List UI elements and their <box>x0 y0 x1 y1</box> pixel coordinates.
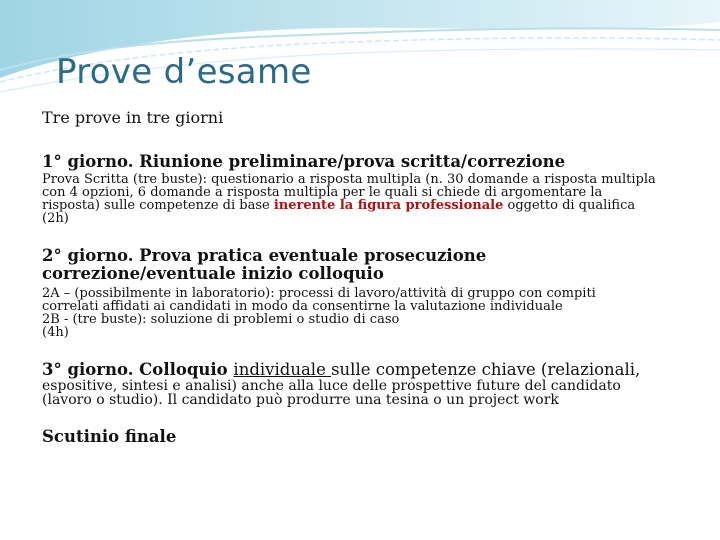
day-1-section <box>42 153 702 225</box>
day-1-line-1: Prova Scritta (tre buste): questionario a risposta multipla (n. 30 domande a risposta multipla <box>42 172 656 187</box>
day-1-description <box>42 173 702 225</box>
day-2-heading-line-1: 2° giorno. Prova pratica eventuale prosecuzione <box>42 246 487 265</box>
day-3-heading <box>42 361 702 379</box>
day-2-heading <box>42 247 702 283</box>
day-2-line-2: correlati affidati ai candidati in modo da consentirne la valutazione individuale <box>42 299 563 314</box>
day-1-line-2: con 4 opzioni, 6 domande a risposta multipla per le quali si chiede di argomentare la <box>42 185 603 200</box>
day-3-description <box>42 379 702 407</box>
slide-body <box>42 108 702 463</box>
slide-title: Prove d’esame <box>56 52 312 92</box>
day-3-heading-start: 3° giorno. Colloquio <box>42 360 234 379</box>
highlighted-phrase: inerente la figura professionale <box>273 198 504 213</box>
day-2-line-1: 2A – (possibilmente in laboratorio): processi di lavoro/attività di gruppo con compiti <box>42 286 596 301</box>
day-3-line-2: espositive, sintesi e analisi) anche alla luce delle prospettive future del candidato <box>42 378 621 394</box>
day-2-description <box>42 287 702 339</box>
day-2-heading-line-2: correzione/eventuale inizio colloquio <box>42 264 384 283</box>
intro-text: Tre prove in tre giorni <box>42 108 224 127</box>
day-3-section <box>42 361 702 407</box>
day-1-line-3-end: oggetto di qualifica <box>503 198 636 213</box>
day-2-section <box>42 247 702 339</box>
day-2-duration: (4h) <box>42 325 69 340</box>
day-2-line-3: 2B - (tre buste): soluzione di problemi o studio di caso <box>42 312 400 327</box>
day-1-line-3 <box>42 199 702 212</box>
day-1-line-3-start: risposta) sulle competenze di base <box>42 198 274 213</box>
day-1-heading: 1° giorno. Riunione preliminare/prova scritta/correzione <box>42 152 566 171</box>
day-3-line-3: (lavoro o studio). Il candidato può produrre una tesina o un project work <box>42 392 559 408</box>
day-3-underlined-word: individuale <box>233 360 332 379</box>
final-assessment: Scutinio finale <box>42 427 177 446</box>
day-1-duration: (2h) <box>42 211 69 226</box>
day-3-heading-end: sulle competenze chiave (relazionali, <box>331 360 641 379</box>
